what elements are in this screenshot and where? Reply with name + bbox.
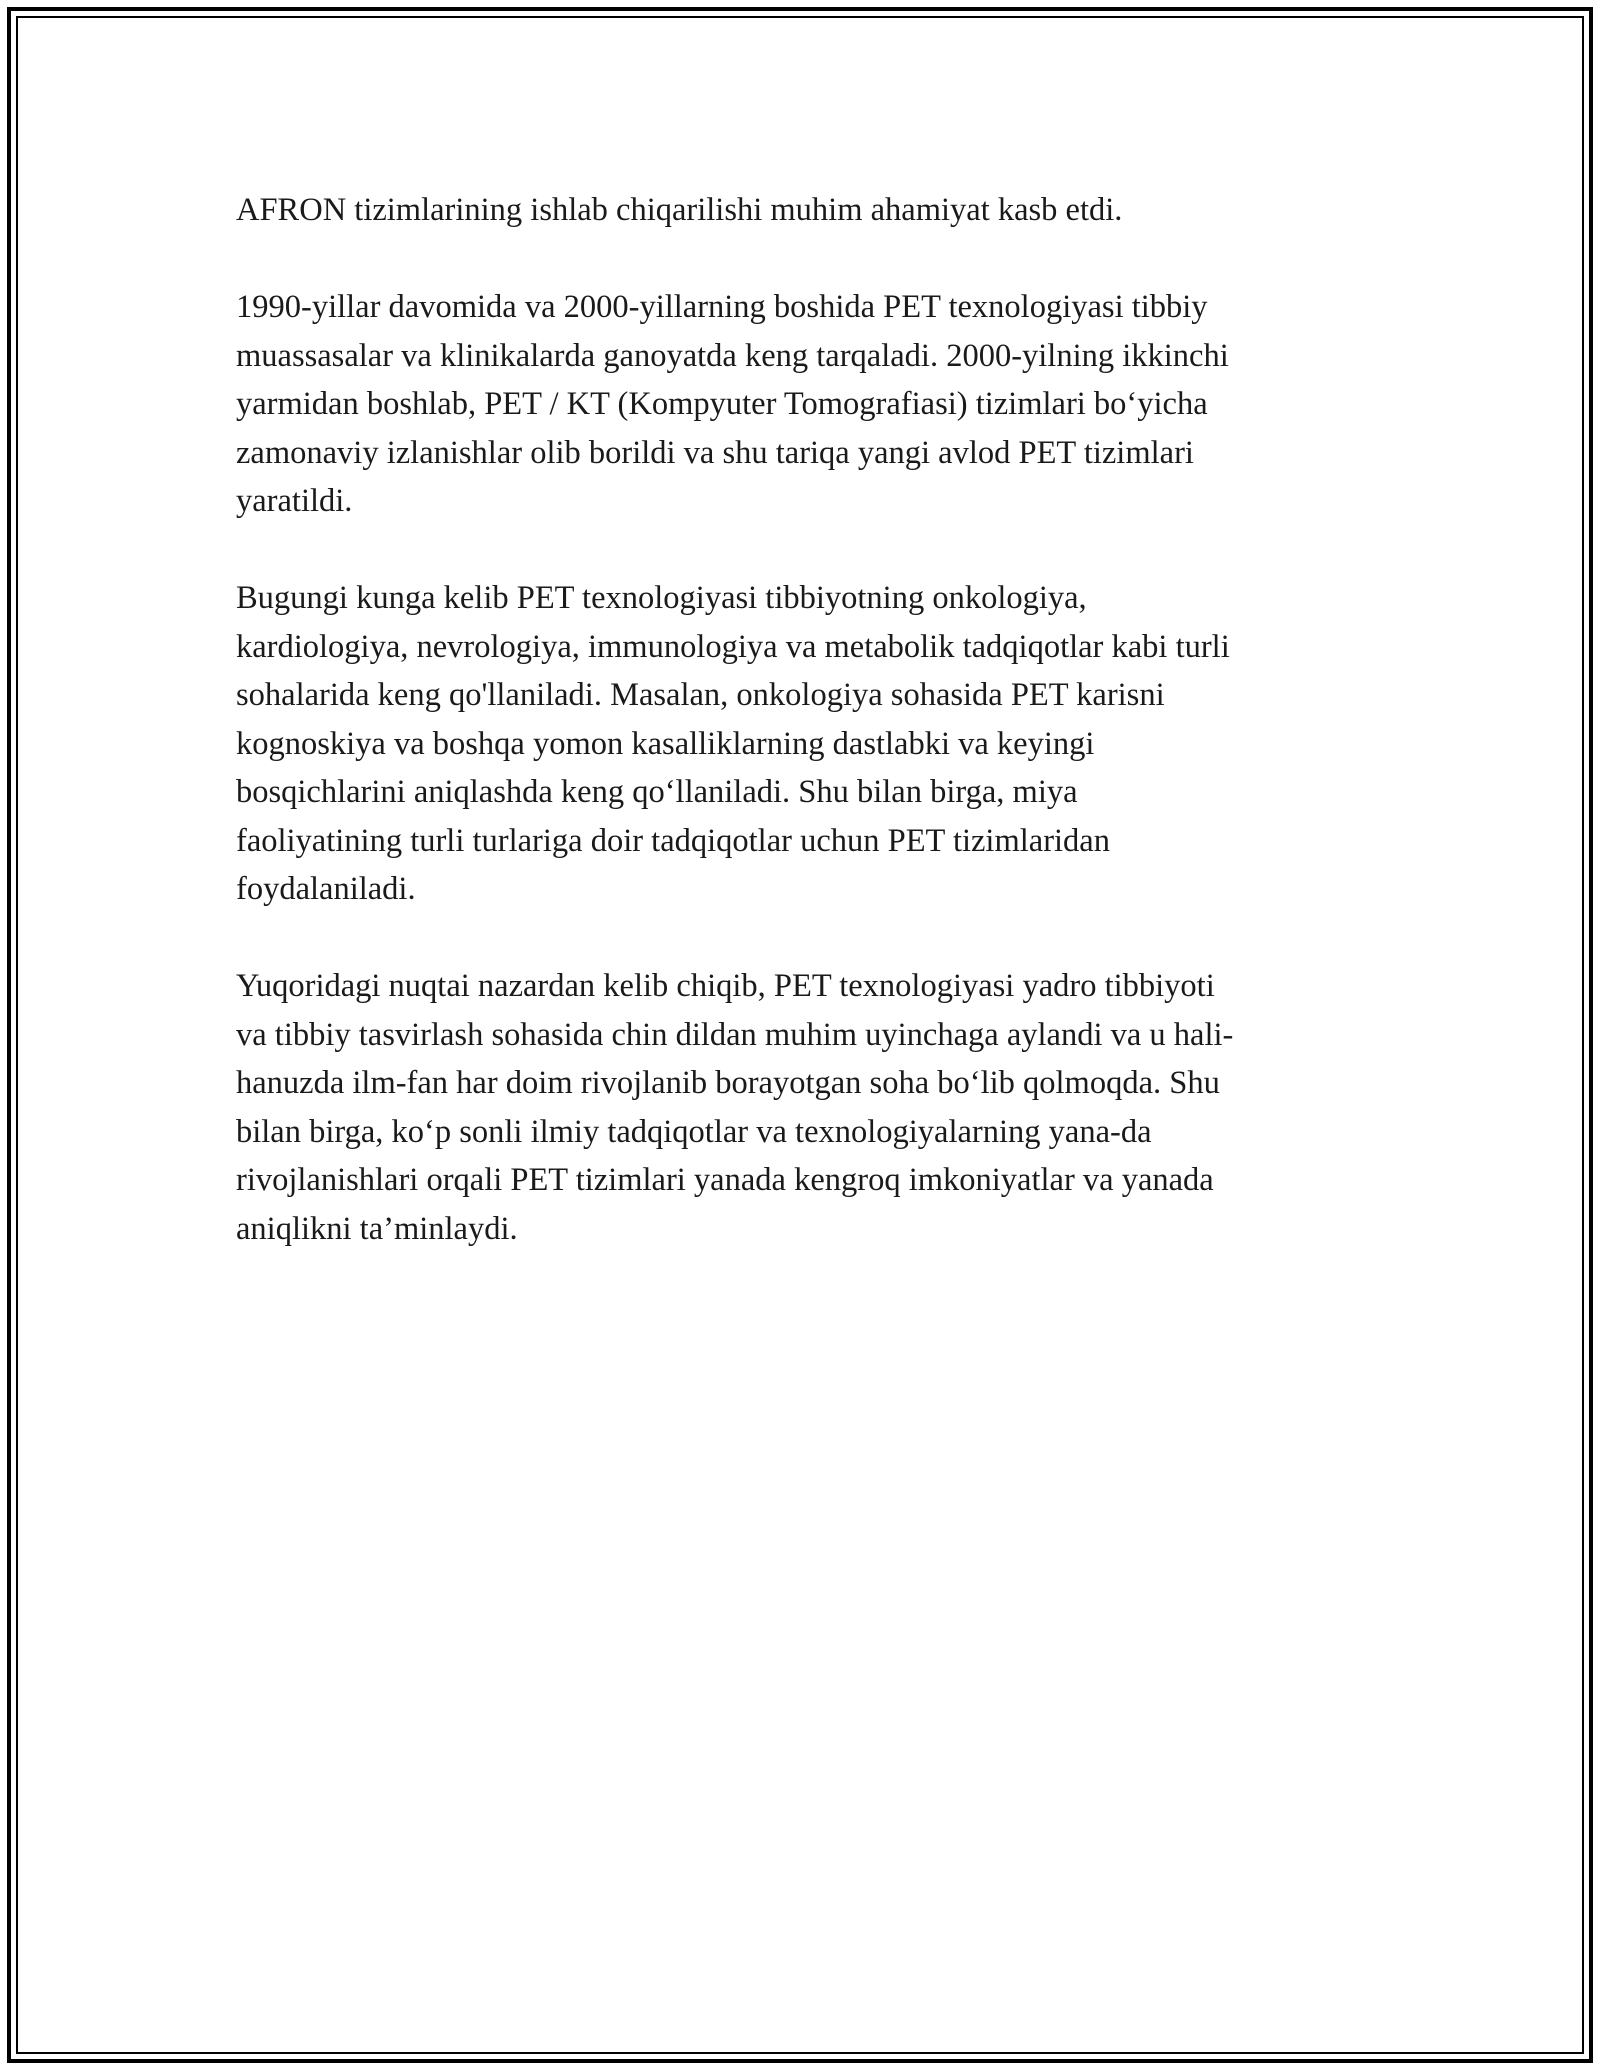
document-body — [236, 186, 1366, 1302]
paragraph-4 — [236, 962, 1366, 1253]
text-line: Bugungi kunga kelib PET texnologiyasi tibbiyotning onkologiya, — [236, 580, 1087, 616]
paragraph-1 — [236, 186, 1366, 235]
text-line: muassasalar va klinikalarda ganoyatda keng tarqaladi. 2000-yilning ikkinchi — [236, 337, 1229, 374]
text-line: Yuqoridagi nuqtai nazardan kelib chiqib, PET texnologiyasi yadro tibbiyoti — [236, 968, 1215, 1004]
paragraph-3 — [236, 574, 1366, 914]
text-line: aniqlikni ta’minlaydi. — [236, 1210, 518, 1247]
text-line: va tibbiy tasvirlash sohasida chin dildan muhim uyinchaga aylandi va u hali- — [236, 1016, 1234, 1053]
text-line: hanuzda ilm-fan har doim rivojlanib borayotgan soha bo‘lib qolmoqda. Shu — [236, 1065, 1220, 1101]
text-line: AFRON tizimlarining ishlab chiqarilishi muhim ahamiyat kasb etdi. — [236, 192, 1123, 228]
paragraph-2 — [236, 283, 1366, 526]
text-line: zamonaviy izlanishlar olib borildi va shu tariqa yangi avlod PET tizimlari — [236, 434, 1194, 471]
text-line: faoliyatining turli turlariga doir tadqiqotlar uchun PET tizimlaridan — [236, 822, 1110, 859]
text-line: yaratildi. — [236, 483, 353, 519]
text-line: foydalaniladi. — [236, 871, 416, 907]
text-line: sohalarida keng qo'llaniladi. Masalan, onkologiya sohasida PET karisni — [236, 677, 1165, 713]
text-line: 1990-yillar davomida va 2000-yillarning boshida PET texnologiyasi tibbiy — [236, 289, 1208, 325]
text-line: kognoskiya va boshqa yomon kasalliklarning dastlabki va keyingi — [236, 725, 1095, 762]
text-line: rivojlanishlari orqali PET tizimlari yanada kengroq imkoniyatlar va yanada — [236, 1162, 1214, 1198]
text-line: bosqichlarini aniqlashda keng qo‘llaniladi. Shu bilan birga, miya — [236, 774, 1078, 810]
text-line: yarmidan boshlab, PET / KT (Kompyuter Tomografiasi) tizimlari bo‘yicha — [236, 386, 1208, 422]
text-line: kardiologiya, nevrologiya, immunologiya va metabolik tadqiqotlar kabi turli — [236, 628, 1230, 665]
text-line: bilan birga, ko‘p sonli ilmiy tadqiqotlar va texnologiyalarning yana-da — [236, 1113, 1152, 1150]
